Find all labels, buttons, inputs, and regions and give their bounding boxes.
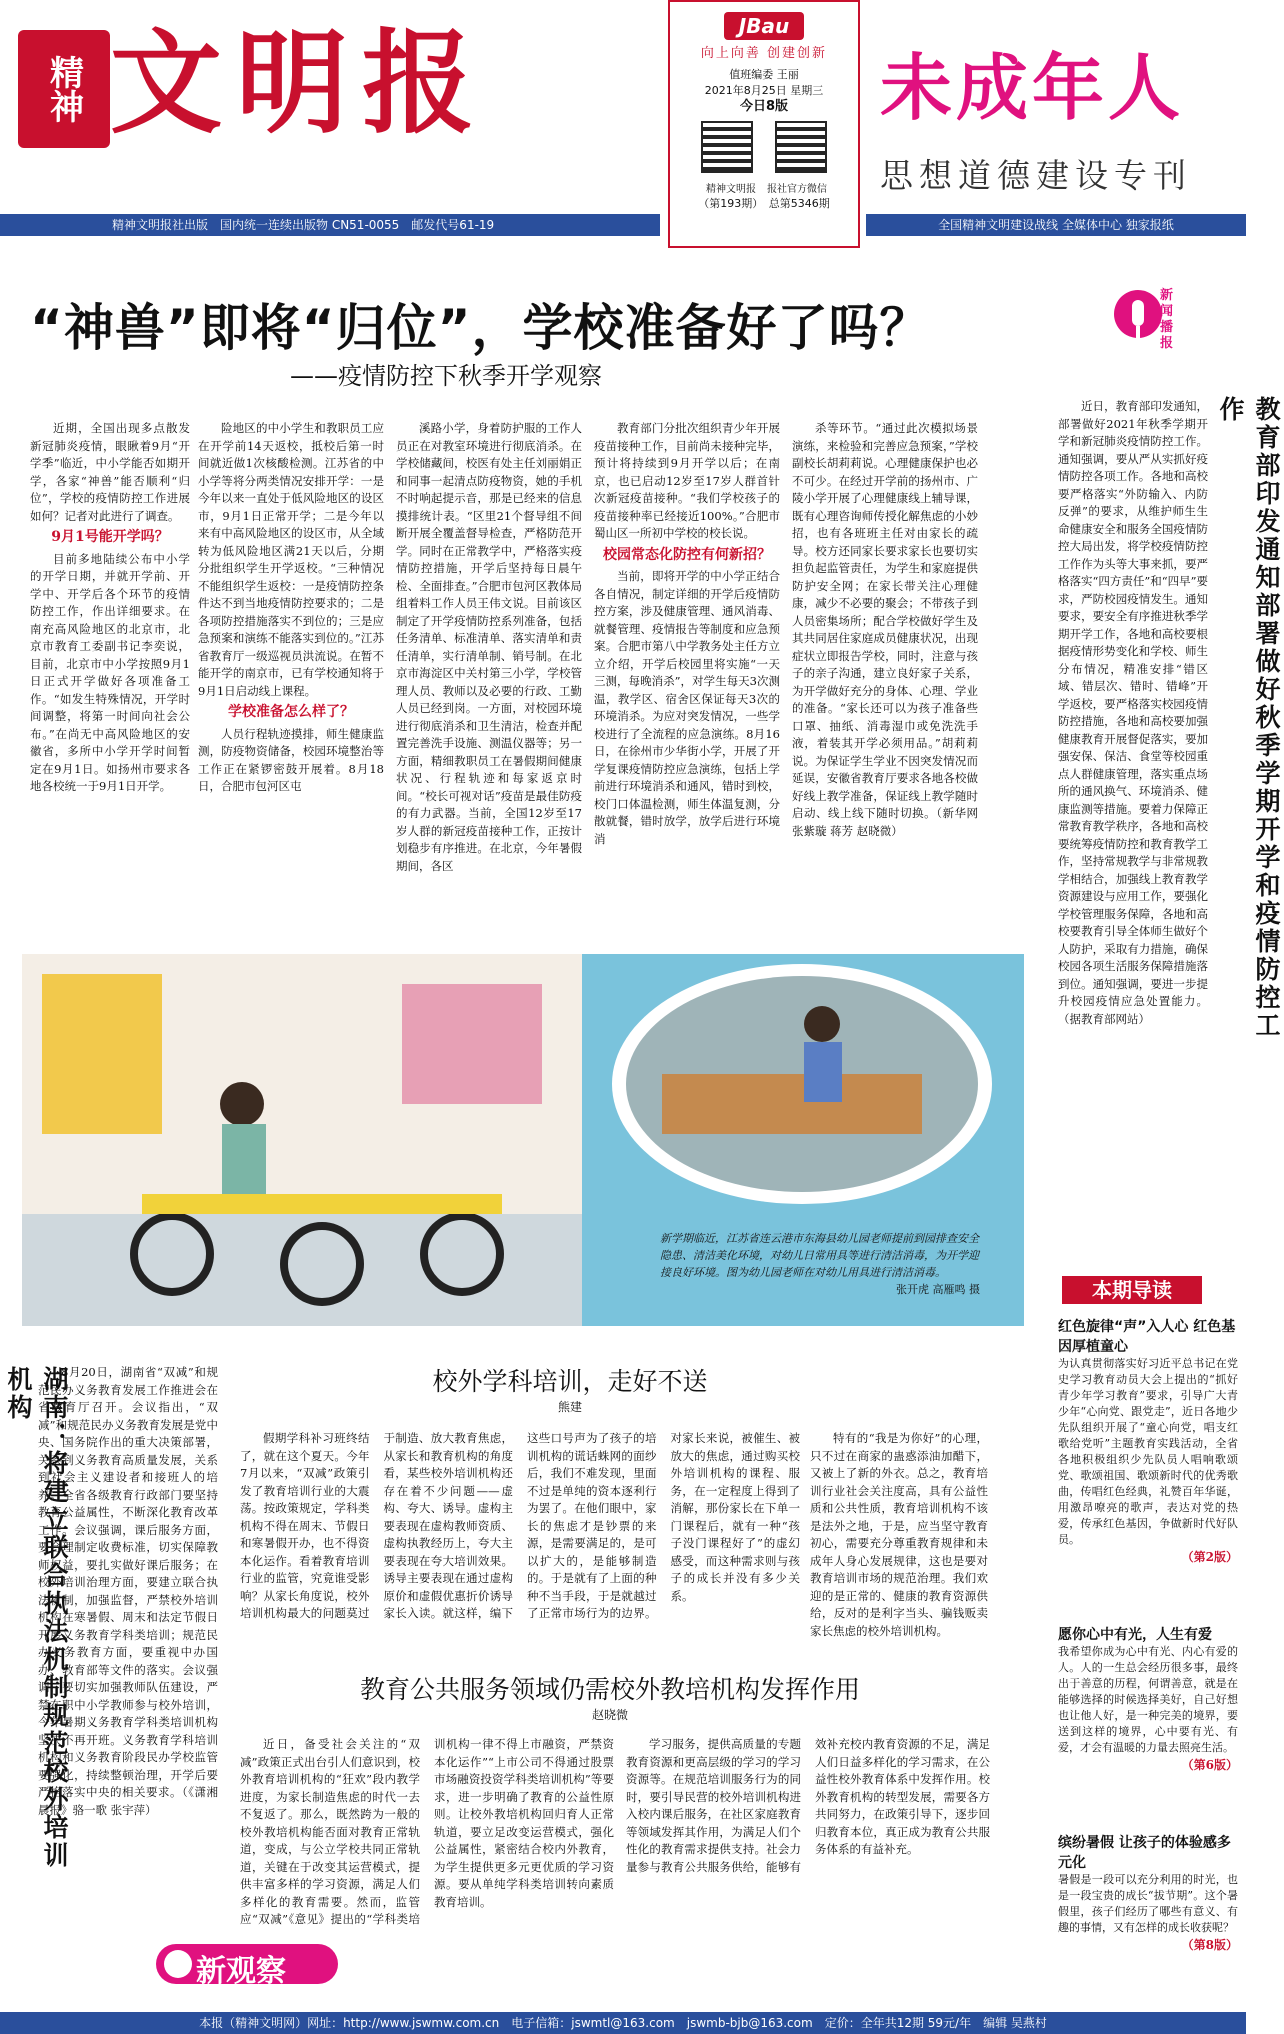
lead-headline[interactable]: “神兽”即将“归位”，学校准备好了吗？ [30, 299, 931, 357]
hunan-article-body: 8月20日，湖南省“双减”和规范民办义务教育发展工作推进会在省教育厅召开。会议指出，“双减”和规范民办义务教育发展是党中央、国务院作出的重大决策部署，关系到义务教育高质量发展，关系到社会主义建设者和接班人的培养。全省各级教育行政部门要坚持教育公益属性，不断深化教育改革工作。会议强调，课后服务方面，要合理制定收费标准，切实保障教师权益，要扎实做好课后服务；在校外培训治理方面，要建立联合执法机制，加强监督，严禁校外培训机构在寒暑假、周末和法定节假日开展义务教育学科类培训；规范民办义务教育方面，要重视中办国办、教育部等文件的落实。会议强调，要切实加强教师队伍建设，严禁在职中小学教师参与校外培训，今年暑期义务教育学科类培训机构坚决不再开班。义务教育学科培训机构和义务教育阶段民办学校监管要强化，持续整顿治理，开学后要严格落实中央的相关要求。（《潇湘晨报》骆一歌 张宇萍） [38, 1365, 218, 1817]
issue-guide [1058, 1316, 1238, 2002]
issue-number: （第193期） [698, 197, 758, 210]
side-article-title[interactable]: 教育部印发通知部署做好秋季学期开学和疫情防控工作 [1216, 396, 1281, 1040]
qr-code-left[interactable] [701, 121, 753, 173]
total-issue-number: 总第5346期 [768, 197, 830, 210]
page-count: 今日8版 [739, 99, 789, 114]
article-2-title[interactable]: 教育公共服务领域仍需校外教培机构发挥作用 [359, 1675, 860, 1704]
photo-credit: 张开虎 高雁鸣 摄 [896, 1283, 980, 1296]
section-heading-3: 校园常态化防控有何新招？ [603, 546, 771, 563]
slogan: 向上向善 创建创新 [700, 46, 828, 61]
guide-item[interactable]: 红色旋律“声”入人心 红色基因厚植童心 为认真贯彻落实好习近平总书记在党史学习教育动员大会上提出的“抓好青少年学习教育”要求，引导广大青少年“心向党、跟党走”，近日各地少先队组织开展了“童心向党，唱支红歌给党听”主题教育实践活动，全省各地积极组织少先队员人唱响歌颂党、歌颂祖国、歌颂新时代的优秀歌曲，传唱红色经典，礼赞百年华诞，用激昂嘹亮的歌声，表达对党的热爱，传承红色基因，争做新时代好队员。 （第2版） [1058, 1319, 1238, 1564]
article-1-title[interactable]: 校外学科培训，走好不送 [432, 1367, 708, 1396]
issue-info-box [668, 0, 860, 248]
brand-logo: JBau [724, 12, 804, 40]
section-heading-2: 学校准备怎么样了？ [228, 704, 354, 720]
special-edition-subtitle: 思想道德建设专刊 [880, 156, 1192, 195]
editor-on-duty: 值班编委 王丽 [729, 68, 799, 81]
new-view-label: 新观察 [196, 1954, 286, 1989]
article-1-author: 熊建 [557, 1400, 582, 1414]
special-edition-title: 未成年人 [880, 46, 1185, 130]
photo-caption: 新学期临近，江苏省连云港市东海县幼儿园老师提前到园排查安全隐患、清洁美化环境，对幼儿日常用具等进行清洁消毒，为开学迎接良好环境。图为幼儿园老师在对幼儿用具进行清洁消毒。 张开虎 高雁鸣 摄 [660, 1232, 980, 1296]
issue-guide-title: 本期导读 [1062, 1276, 1202, 1304]
lead-column-1: 近期，全国出现多点散发新冠肺炎疫情，眼瞅着9月“开学季”临近，中小学能否如期开学，各家“神兽”能否顺利“归位”，学校的疫情防控工作进展如何？记者对此进行了调查。 9月1号能开学吗？ 目前多地陆续公布中小学的开学日期，并就开学前、开学中、开学后各个环节的疫情防控工作，作出详细要求。在南充高风险地区的北京市，北京市教育工委副书记李奕说，目前，北京市中小学按照9月1日正式开学做好各项准备工作。“如发生特殊情况，开学时间调整，将第一时间向社会公布。”在尚无中高风险地区的安徽省，多所中小学开学时间暂定在9月1日。如扬州市要求各地各校统一于9月1日开学。 [30, 421, 190, 793]
hunan-article-title[interactable]: 湖南：将建立联合执法机制规范校外培训机构 [4, 1366, 69, 1870]
article-2-body: 近日，备受社会关注的“双减”政策正式出台引人们意识到，校外教育培训机构的“狂欢”段内教学进度，为家长制造焦虑的时代一去不复返了。那么，既然跨为一般的校外教培机构能否面对教育正常轨道，变成，与公立学校共同正常轨道，关键在于改变其运营模式，提供丰富多样的学习资源，满足人们多样化的教育需要。然而，监管应“双减”《意见》提出的“学科类培训机构一律不得上市融资，严禁资本化运作”“上市公司不得通过股票市场融资投资学科类培训机构”等要求，进一步明确了教育的公益性原则。让校外教培机构回归育人正常轨道，要立足改变运营模式，强化公益属性，紧密结合校内外教育，为学生提供更多元更优质的学习资源。要从单纯学科类培训转向素质教育培训。 [240, 1737, 614, 1926]
side-article-body: 近日，教育部印发通知，部署做好2021年秋季学期开学和新冠肺炎疫情防控工作。通知强调，要从严从实抓好疫情防控各项工作。各地和高校要严格落实“外防输入、内防反弹”的要求，从维护师生生命健康安全和服务全国疫情防控大局出发，将学校疫情防控工作作为头等大事来抓，要严格落实“四方责任”和“四早”要求，严防校园疫情发生。通知要求，要安全有序推进秋季学期开学工作，各地和高校要根据疫情形势变化和学校、师生分布情况，精准安排“错区域、错层次、错时、错峰”开学返校，要严格落实校园疫情防控措施，各地和高校要加强健康教育开展督促落实，要加强安保、保洁、食堂等校园重点人群健康管理，落实重点场所的通风换气、环境消杀、健康监测等措施。要着力保障正常教育教学秩序，各地和高校要统筹疫情防控和教育教学工作，坚持常规教学与非常规教学相结合，加强线上教育教学资源建设与应用工作，要强化学校管理服务保障，各地和高校要教育引导全体师生做好个人防护，采取有力措施，确保校园各项生活服务保障措施落到位。通知强调，要进一步提升校园疫情应急处置能力。（据教育部网站） [1058, 399, 1209, 1026]
guide-item[interactable]: 缤纷暑假 让孩子的体验感多元化 暑假是一段可以充分利用的时光，也是一段宝贵的成长“拔节期”。这个暑假里，孩子们经历了哪些有意义、有趣的事情，又有怎样的成长收获呢？ （第8版） [1058, 1835, 1238, 1952]
article-2-body-continued: 学习服务，提供高质量的专题教育资源和更高层级的学习的学习资源等。在规范培训服务行为的同时，要引导民营的校外培训机构进入校内课后服务，在社区家庭教育等领域发挥其作用，为满足人们个性化的教育需求提供支持。社会力量参与教育公共服务供给，能够有效补充校内教育资源的不足，满足人们日益多样化的学习需求，在公益性校外教育体系中发挥作用。校外教育机构的转型发展，需要各方共同努力，在政策引导下，逐步回归教育本位，真正成为教育公共服务体系的有益补充。 [626, 1737, 990, 1874]
footer-bar: 本报（精神文明网）网址：http://www.jswmw.com.cn 电子信箱：jswmtl@163.com jswmb-bjb@163.com 定价：全年共12期 59元/年 编辑 吴燕村 [0, 2012, 1246, 2034]
newspaper-title: 文明报 [110, 18, 488, 149]
guide-item[interactable]: 愿你心中有光，人生有爱 我希望你成为心中有光、内心有爱的人。人的一生总会经历很多事，最终出于善意的历程，何谓善意，就是在能够选择的时候选择美好，自己好想也让他人好，是一种完美的境界，要送到这样的境界，心中要有光、有爱，才会有温暖的力量去照亮生活。 （第6版） [1058, 1627, 1238, 1772]
article-2-author: 赵晓微 [591, 1708, 628, 1722]
lead-subhead: ——疫情防控下秋季开学观察 [290, 362, 602, 390]
article-1-body: 假期学科补习班终结了，就在这个夏天。今年7月以来，“双减”政策引发了教育培训行业的大震荡。按政策规定，学科类机构不得在周末、节假日和寒暑假开办，也不得资本化运作。看着教育培训行业的监管，究竟谁受影响？从家长角度说，校外培训机构最大的问题莫过于制造、放大教育焦虑，从家长和教育机构的角度看，某些校外培训机构还存在着不少问题——虚构、夸大、诱导。虚构主要表现在虚构教师资质、虚构执教经历上，夸大主要表现在夸大培训效果。诱导主要表现在通过虚构原价和虚假优惠折价诱导家长入读。就这样，编下这些口号声为了孩子的培训机构的谎话蛛网的面纱后，我们不难发现，里面不过是单纯的资本逐利行为罢了。在他们眼中，家长的焦虑才是钞票的来源，是需要满足的，是可以扩大的，是能够制造的。于是就有了上面的种种不当手段，于是就越过了正常市场行为的边界。对家长来说，被催生、被放大的焦虑，通过购买校外培训机构的课程、服务，在一定程度上得到了消解，那份家长在下单一门课程后，就有一种“孩子没门课程好了”的虚幻感受，而这种需求则与孩子的成长并没有多少关系。 [240, 1431, 800, 1620]
masthead-seal: 精神 [18, 30, 110, 148]
lead-column-3: 溪路小学，身着防护服的工作人员正在对教室环境进行彻底消杀。在学校储藏间，校医有处主任刘丽娟正和同事一起清点防疫物资，她的手机不时响起提示音，那是已经来的信息摸排统计表。“区里21个督导组不间断开展全覆盖督导检查，严格防范开学。同时在正常教学中，严格落实疫情防控措施，开学后坚持每日晨午检、全面排查。”合肥市包河区教体局组着料工作人员王伟文说。目前该区制定了开学疫情防控系列准备，包括任务清单、标准清单、落实清单和责任清单，实行清单制、销号制。在北京市海淀区中关村第三小学，学校管理人员、教师以及必要的行政、工勤人员已经到岗。一方面，对校园环境进行彻底消杀和卫生清洁，检查并配置完善洗手设施、测温仪器等；另一方面，精细教职员工在暑假期间健康状况、行程轨迹和每家返京时间。“校长可视对话”疫苗是最佳防疫的有力武器。当前，全国12岁至17岁人群的新冠疫苗接种工作，正按计划稳步有序推进。在北京，今年暑假期间，各区 [396, 421, 582, 873]
lead-column-2: 险地区的中小学生和教职员工应在开学前14天返校，抵校后第一时间就近做1次核酸检测。江苏省的中小学等将分两类情况安排开学：一是今年以来一直处于低风险地区的设区市，9月1日正常开学；二是今年以来有中高风险地区的设区市，从全域转为低风险地区满21天以后，分期分批组织学生开学返校。“三种情况不能组织学生返校：一是疫情防控条件达不到当地疫情防控要求的；二是各项防控措施落实不到位的；三是应急预案和演练不能落实到位的。”江苏省教育厅一级巡视员洪流说。在暂不能开学的南京市，已有学校通知将于9月1日启动线上课程。 学校准备怎么样了？ 人员行程轨迹摸排，师生健康监测，防疫物资储备，校园环境整治等工作正在紧锣密鼓开展着。8月18日，合肥市包河区屯 [198, 421, 384, 793]
qr-label-right: 报社官方微信 [767, 184, 827, 195]
publisher-bar: 精神文明报社出版 国内统一连续出版物 CN51-0055 邮发代号61-19 [0, 214, 660, 236]
qr-code-right[interactable] [775, 121, 827, 173]
issue-date: 2021年8月25日 星期三 [704, 84, 824, 97]
media-center-bar: 全国精神文明建设战线 全媒体中心 独家报纸 [866, 214, 1246, 236]
qr-label-left: 精神文明报 [706, 184, 756, 195]
lead-column-4: 教育部门分批次组织青少年开展疫苗接种工作，目前尚未接种完毕，预计将持续到9月开学以后；在南京，也已启动12岁至17岁人群首针次新冠疫苗接种。“我们学校孩子的疫苗接种率已经接近100%。”合肥市蜀山区一所初中学校的校长说。 校园常态化防控有何新招？ 当前，即将开学的中小学正结合各自情况，制定详细的开学后疫情防控方案，涉及健康管理、通风消毒、就餐管理、疫情报告等制度和应急预案。合肥市第八中学教务处主任方立立介绍，开学后校园里将实施“一天三测，每晚消杀”，对学生每天3次测温，教学区、宿舍区保证每天3次的环境消杀。为应对突发情况，一些学校进行了全流程的应急演练。8月16日，在徐州市少华街小学，开展了开学复课疫情防控应急演练，包括上学前进行环境消杀和通风，错时到校，校门口体温检测，师生体温复测，分散就餐，错时放学，放学后进行环境消 [594, 421, 780, 846]
lead-column-5: 杀等环节。“通过此次模拟场景演练，来检验和完善应急预案，”学校副校长胡莉莉说。心理健康保护也必不可少。在经过开学前的扬州市、广陵小学开展了心理健康线上辅导课，既有心理咨询师传授化解焦虑的小妙招，也有各班班主任对由家长的疏导。校方还同家长要求家长也要切实担负起监管责任，为学生和家庭提供防护安全网；在家长带关注心理健康，减少不必要的聚会；不带孩子到人员密集场所；配合学校做好学生及其共同居住家庭成员健康状况，出现症状立即报告学校，同时，注意与孩子的亲子沟通，建立良好家子关系，为开学做好充分的身体、心理、学业的准备。“家长还可以为孩子准备些口罩、抽纸、消毒湿巾或免洗洗手液，着装其开学必须用品。”胡莉莉说。为保证学生学业不因突发情况而延误，安徽省教育厅要求各地各校做好线上教学准备，保证线上教学随时启动、线上线下随时切换。（新华网 张紫璇 蒋芳 赵晓微） [792, 421, 978, 838]
section-heading-1: 9月1号能开学吗？ [51, 529, 169, 545]
news-badge-label: 新闻 播报 [1160, 288, 1174, 351]
article-1-body-continued: 特有的“我是为你好”的心理，只不过在商家的蛊惑添油加醋下，又被上了新的外衣。总之，教育培训行业社会关注度高，具有公益性质和公共性质，教育培训机构不该是法外之地，于是，应当坚守教育初心，需要充分尊重教育规律和未成年人身心发展规律，这也是要对教育培训市场的规范治理。我们欢迎的是正常的、健康的教育资源供给，反对的是利字当头、骗钱贩卖家长焦虑的校外培训机构。 [810, 1431, 988, 1638]
